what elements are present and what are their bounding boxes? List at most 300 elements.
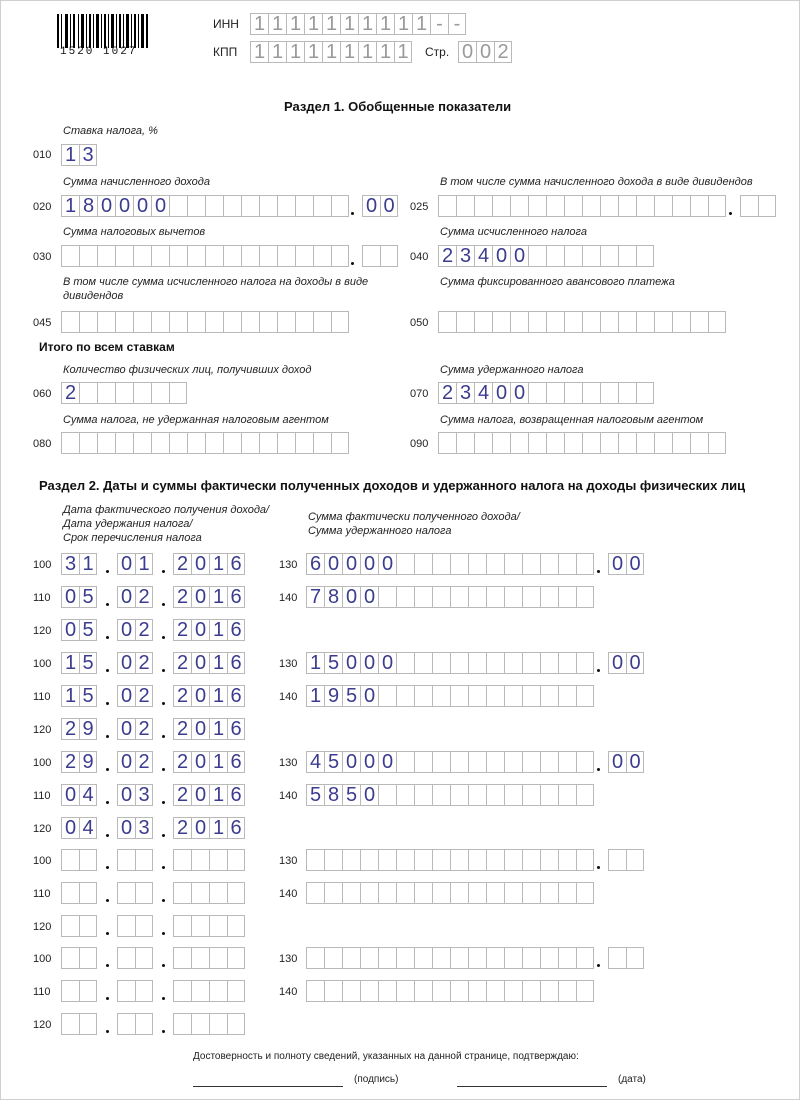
digit-cell[interactable]: 0 xyxy=(97,195,115,217)
digit-cell[interactable] xyxy=(306,882,324,904)
digit-cell[interactable]: 3 xyxy=(135,817,153,839)
digit-cell[interactable] xyxy=(564,382,582,404)
income-sum-field[interactable] xyxy=(306,553,594,575)
digit-cell[interactable] xyxy=(486,784,504,806)
digit-cell[interactable] xyxy=(295,311,313,333)
income-date-year[interactable] xyxy=(173,751,245,773)
digit-cell[interactable] xyxy=(608,849,626,871)
digit-cell[interactable] xyxy=(504,652,522,674)
digit-cell[interactable]: 1 xyxy=(61,195,79,217)
digit-cell[interactable] xyxy=(79,1013,97,1035)
digit-cell[interactable] xyxy=(486,586,504,608)
digit-cell[interactable] xyxy=(522,685,540,707)
transfer-date-year[interactable] xyxy=(173,1013,245,1035)
digit-cell[interactable] xyxy=(546,311,564,333)
digit-cell[interactable] xyxy=(474,195,492,217)
persons-field[interactable] xyxy=(61,382,187,404)
digit-cell[interactable] xyxy=(151,245,169,267)
digit-cell[interactable]: 2 xyxy=(173,784,191,806)
digit-cell[interactable] xyxy=(486,553,504,575)
digit-cell[interactable] xyxy=(360,849,378,871)
digit-cell[interactable] xyxy=(295,432,313,454)
income-date-month[interactable] xyxy=(117,849,153,871)
digit-cell[interactable] xyxy=(522,586,540,608)
digit-cell[interactable] xyxy=(618,311,636,333)
digit-cell[interactable] xyxy=(414,652,432,674)
digit-cell[interactable] xyxy=(450,784,468,806)
digit-cell[interactable]: 1 xyxy=(322,41,340,63)
digit-cell[interactable] xyxy=(564,432,582,454)
digit-cell[interactable] xyxy=(528,195,546,217)
digit-cell[interactable] xyxy=(79,980,97,1002)
digit-cell[interactable] xyxy=(79,245,97,267)
digit-cell[interactable] xyxy=(61,915,79,937)
withheld-sum-field[interactable] xyxy=(306,586,594,608)
digit-cell[interactable] xyxy=(504,784,522,806)
digit-cell[interactable] xyxy=(504,685,522,707)
digit-cell[interactable]: 1 xyxy=(61,685,79,707)
digit-cell[interactable] xyxy=(468,685,486,707)
digit-cell[interactable]: 0 xyxy=(510,382,528,404)
digit-cell[interactable]: 0 xyxy=(510,245,528,267)
withhold-date-month[interactable] xyxy=(117,980,153,1002)
digit-cell[interactable]: 0 xyxy=(360,553,378,575)
digit-cell[interactable] xyxy=(205,245,223,267)
digit-cell[interactable] xyxy=(450,849,468,871)
digit-cell[interactable] xyxy=(690,432,708,454)
digit-cell[interactable] xyxy=(117,947,135,969)
digit-cell[interactable] xyxy=(79,311,97,333)
digit-cell[interactable] xyxy=(173,915,191,937)
digit-cell[interactable] xyxy=(522,784,540,806)
digit-cell[interactable] xyxy=(396,652,414,674)
digit-cell[interactable] xyxy=(450,980,468,1002)
digit-cell[interactable] xyxy=(133,311,151,333)
digit-cell[interactable] xyxy=(708,311,726,333)
digit-cell[interactable]: 1 xyxy=(304,13,322,35)
digit-cell[interactable] xyxy=(486,652,504,674)
digit-cell[interactable] xyxy=(510,311,528,333)
income-sum-kop-field[interactable] xyxy=(608,751,644,773)
digit-cell[interactable] xyxy=(546,382,564,404)
transfer-date-month[interactable] xyxy=(117,619,153,641)
withhold-date-day[interactable] xyxy=(61,882,97,904)
income-date-month[interactable] xyxy=(117,947,153,969)
digit-cell[interactable] xyxy=(432,882,450,904)
digit-cell[interactable] xyxy=(306,849,324,871)
digit-cell[interactable] xyxy=(79,882,97,904)
digit-cell[interactable]: 0 xyxy=(115,195,133,217)
income-kop-field[interactable] xyxy=(362,195,398,217)
digit-cell[interactable] xyxy=(522,980,540,1002)
digit-cell[interactable] xyxy=(241,432,259,454)
digit-cell[interactable]: 0 xyxy=(151,195,169,217)
digit-cell[interactable] xyxy=(169,432,187,454)
digit-cell[interactable]: 0 xyxy=(191,817,209,839)
digit-cell[interactable]: 4 xyxy=(306,751,324,773)
digit-cell[interactable]: 2 xyxy=(135,586,153,608)
digit-cell[interactable] xyxy=(209,947,227,969)
digit-cell[interactable] xyxy=(672,432,690,454)
digit-cell[interactable]: 1 xyxy=(286,13,304,35)
digit-cell[interactable] xyxy=(79,947,97,969)
digit-cell[interactable]: 0 xyxy=(117,751,135,773)
income-sum-field[interactable] xyxy=(306,947,594,969)
digit-cell[interactable] xyxy=(187,245,205,267)
digit-cell[interactable] xyxy=(61,980,79,1002)
digit-cell[interactable] xyxy=(277,311,295,333)
digit-cell[interactable]: 1 xyxy=(250,41,268,63)
digit-cell[interactable] xyxy=(468,882,486,904)
digit-cell[interactable] xyxy=(378,882,396,904)
digit-cell[interactable] xyxy=(432,586,450,608)
digit-cell[interactable]: 8 xyxy=(79,195,97,217)
digit-cell[interactable]: 2 xyxy=(135,685,153,707)
digit-cell[interactable] xyxy=(173,980,191,1002)
digit-cell[interactable] xyxy=(115,382,133,404)
digit-cell[interactable]: 2 xyxy=(61,718,79,740)
transfer-date-month[interactable] xyxy=(117,718,153,740)
digit-cell[interactable] xyxy=(331,311,349,333)
digit-cell[interactable] xyxy=(486,947,504,969)
advance-field[interactable] xyxy=(438,311,726,333)
digit-cell[interactable]: 1 xyxy=(209,586,227,608)
digit-cell[interactable] xyxy=(708,195,726,217)
digit-cell[interactable]: 5 xyxy=(324,751,342,773)
digit-cell[interactable]: 9 xyxy=(79,751,97,773)
digit-cell[interactable]: - xyxy=(448,13,466,35)
digit-cell[interactable]: 1 xyxy=(306,685,324,707)
digit-cell[interactable]: 6 xyxy=(227,586,245,608)
withhold-date-day[interactable] xyxy=(61,784,97,806)
digit-cell[interactable]: 0 xyxy=(492,245,510,267)
returned-field[interactable] xyxy=(438,432,726,454)
digit-cell[interactable]: 0 xyxy=(476,41,494,63)
digit-cell[interactable] xyxy=(173,849,191,871)
digit-cell[interactable] xyxy=(546,432,564,454)
digit-cell[interactable] xyxy=(61,311,79,333)
digit-cell[interactable] xyxy=(414,751,432,773)
digit-cell[interactable] xyxy=(414,586,432,608)
digit-cell[interactable] xyxy=(414,685,432,707)
digit-cell[interactable] xyxy=(540,947,558,969)
digit-cell[interactable] xyxy=(600,311,618,333)
digit-cell[interactable] xyxy=(151,311,169,333)
withhold-date-month[interactable] xyxy=(117,784,153,806)
digit-cell[interactable] xyxy=(313,311,331,333)
digit-cell[interactable] xyxy=(486,980,504,1002)
digit-cell[interactable] xyxy=(636,382,654,404)
digit-cell[interactable] xyxy=(486,685,504,707)
deductions-kop-field[interactable] xyxy=(362,245,398,267)
digit-cell[interactable] xyxy=(324,980,342,1002)
digit-cell[interactable]: 9 xyxy=(79,718,97,740)
div-tax-field[interactable] xyxy=(61,311,349,333)
income-date-year[interactable] xyxy=(173,849,245,871)
digit-cell[interactable]: 5 xyxy=(324,652,342,674)
digit-cell[interactable] xyxy=(205,432,223,454)
digit-cell[interactable]: 0 xyxy=(117,718,135,740)
digit-cell[interactable] xyxy=(528,382,546,404)
digit-cell[interactable] xyxy=(504,980,522,1002)
digit-cell[interactable] xyxy=(313,195,331,217)
digit-cell[interactable] xyxy=(378,980,396,1002)
income-date-day[interactable] xyxy=(61,751,97,773)
digit-cell[interactable] xyxy=(558,882,576,904)
digit-cell[interactable] xyxy=(97,432,115,454)
digit-cell[interactable] xyxy=(522,652,540,674)
digit-cell[interactable] xyxy=(241,245,259,267)
digit-cell[interactable]: 0 xyxy=(342,751,360,773)
digit-cell[interactable] xyxy=(151,432,169,454)
digit-cell[interactable] xyxy=(61,849,79,871)
digit-cell[interactable]: 3 xyxy=(79,144,97,166)
digit-cell[interactable] xyxy=(227,947,245,969)
digit-cell[interactable] xyxy=(582,195,600,217)
digit-cell[interactable] xyxy=(468,652,486,674)
digit-cell[interactable]: 8 xyxy=(324,586,342,608)
income-date-month[interactable] xyxy=(117,553,153,575)
digit-cell[interactable] xyxy=(576,751,594,773)
transfer-date-month[interactable] xyxy=(117,915,153,937)
transfer-date-year[interactable] xyxy=(173,619,245,641)
digit-cell[interactable] xyxy=(117,915,135,937)
digit-cell[interactable] xyxy=(259,245,277,267)
income-date-day[interactable] xyxy=(61,652,97,674)
digit-cell[interactable] xyxy=(135,882,153,904)
withheld-sum-field[interactable] xyxy=(306,784,594,806)
digit-cell[interactable]: 4 xyxy=(79,817,97,839)
digit-cell[interactable] xyxy=(504,947,522,969)
digit-cell[interactable] xyxy=(187,195,205,217)
digit-cell[interactable] xyxy=(558,947,576,969)
digit-cell[interactable] xyxy=(504,882,522,904)
digit-cell[interactable] xyxy=(223,311,241,333)
digit-cell[interactable] xyxy=(342,849,360,871)
digit-cell[interactable]: 3 xyxy=(61,553,79,575)
digit-cell[interactable] xyxy=(313,245,331,267)
digit-cell[interactable] xyxy=(169,382,187,404)
digit-cell[interactable]: 0 xyxy=(360,586,378,608)
digit-cell[interactable]: 0 xyxy=(626,652,644,674)
income-sum-field[interactable] xyxy=(306,652,594,674)
digit-cell[interactable]: 7 xyxy=(306,586,324,608)
digit-cell[interactable] xyxy=(133,382,151,404)
digit-cell[interactable] xyxy=(456,432,474,454)
digit-cell[interactable]: 6 xyxy=(227,718,245,740)
digit-cell[interactable] xyxy=(672,195,690,217)
digit-cell[interactable] xyxy=(209,980,227,1002)
digit-cell[interactable] xyxy=(492,311,510,333)
digit-cell[interactable]: 1 xyxy=(340,13,358,35)
digit-cell[interactable]: 2 xyxy=(173,685,191,707)
digit-cell[interactable] xyxy=(396,980,414,1002)
digit-cell[interactable] xyxy=(558,685,576,707)
digit-cell[interactable] xyxy=(227,915,245,937)
withhold-date-day[interactable] xyxy=(61,980,97,1002)
digit-cell[interactable] xyxy=(690,311,708,333)
digit-cell[interactable]: 0 xyxy=(61,586,79,608)
digit-cell[interactable] xyxy=(133,245,151,267)
digit-cell[interactable]: 4 xyxy=(79,784,97,806)
digit-cell[interactable]: 0 xyxy=(117,553,135,575)
digit-cell[interactable]: 2 xyxy=(173,718,191,740)
digit-cell[interactable] xyxy=(331,432,349,454)
digit-cell[interactable] xyxy=(540,882,558,904)
digit-cell[interactable] xyxy=(450,586,468,608)
digit-cell[interactable] xyxy=(259,195,277,217)
digit-cell[interactable] xyxy=(618,245,636,267)
digit-cell[interactable]: 1 xyxy=(209,553,227,575)
digit-cell[interactable]: 0 xyxy=(191,685,209,707)
transfer-date-year[interactable] xyxy=(173,817,245,839)
digit-cell[interactable] xyxy=(191,1013,209,1035)
digit-cell[interactable] xyxy=(468,784,486,806)
digit-cell[interactable]: 0 xyxy=(117,619,135,641)
digit-cell[interactable]: 2 xyxy=(173,586,191,608)
digit-cell[interactable]: 0 xyxy=(626,751,644,773)
digit-cell[interactable] xyxy=(342,947,360,969)
transfer-date-day[interactable] xyxy=(61,619,97,641)
income-sum-field[interactable] xyxy=(306,751,594,773)
digit-cell[interactable] xyxy=(414,947,432,969)
digit-cell[interactable] xyxy=(576,947,594,969)
digit-cell[interactable] xyxy=(438,311,456,333)
digit-cell[interactable]: 4 xyxy=(474,382,492,404)
digit-cell[interactable] xyxy=(324,849,342,871)
digit-cell[interactable] xyxy=(173,882,191,904)
digit-cell[interactable] xyxy=(636,432,654,454)
withheld-sum-field[interactable] xyxy=(306,882,594,904)
digit-cell[interactable]: 0 xyxy=(626,553,644,575)
withhold-date-day[interactable] xyxy=(61,685,97,707)
digit-cell[interactable] xyxy=(618,382,636,404)
digit-cell[interactable]: 0 xyxy=(61,817,79,839)
digit-cell[interactable] xyxy=(331,245,349,267)
digit-cell[interactable] xyxy=(654,311,672,333)
digit-cell[interactable] xyxy=(396,784,414,806)
digit-cell[interactable]: 5 xyxy=(79,652,97,674)
digit-cell[interactable] xyxy=(227,849,245,871)
transfer-date-year[interactable] xyxy=(173,718,245,740)
digit-cell[interactable] xyxy=(173,947,191,969)
digit-cell[interactable] xyxy=(432,784,450,806)
digit-cell[interactable]: 0 xyxy=(117,652,135,674)
digit-cell[interactable] xyxy=(259,432,277,454)
digit-cell[interactable]: 2 xyxy=(135,652,153,674)
digit-cell[interactable] xyxy=(331,195,349,217)
digit-cell[interactable]: 2 xyxy=(135,619,153,641)
digit-cell[interactable] xyxy=(540,685,558,707)
digit-cell[interactable] xyxy=(342,882,360,904)
digit-cell[interactable] xyxy=(564,311,582,333)
digit-cell[interactable] xyxy=(79,849,97,871)
digit-cell[interactable] xyxy=(450,947,468,969)
digit-cell[interactable] xyxy=(576,980,594,1002)
digit-cell[interactable] xyxy=(432,980,450,1002)
kpp-field[interactable] xyxy=(250,41,412,63)
digit-cell[interactable] xyxy=(227,1013,245,1035)
digit-cell[interactable] xyxy=(582,382,600,404)
digit-cell[interactable] xyxy=(378,685,396,707)
digit-cell[interactable]: 2 xyxy=(173,817,191,839)
digit-cell[interactable] xyxy=(342,980,360,1002)
digit-cell[interactable] xyxy=(758,195,776,217)
digit-cell[interactable] xyxy=(432,553,450,575)
digit-cell[interactable] xyxy=(576,652,594,674)
digit-cell[interactable] xyxy=(414,980,432,1002)
digit-cell[interactable]: 2 xyxy=(61,751,79,773)
digit-cell[interactable]: 1 xyxy=(135,553,153,575)
digit-cell[interactable] xyxy=(492,432,510,454)
digit-cell[interactable]: 0 xyxy=(362,195,380,217)
digit-cell[interactable]: 3 xyxy=(456,245,474,267)
digit-cell[interactable]: 4 xyxy=(474,245,492,267)
digit-cell[interactable] xyxy=(626,947,644,969)
digit-cell[interactable] xyxy=(97,382,115,404)
not-withheld-field[interactable] xyxy=(61,432,349,454)
withhold-date-day[interactable] xyxy=(61,586,97,608)
digit-cell[interactable] xyxy=(468,586,486,608)
digit-cell[interactable] xyxy=(378,947,396,969)
digit-cell[interactable] xyxy=(209,849,227,871)
digit-cell[interactable]: 0 xyxy=(378,553,396,575)
digit-cell[interactable] xyxy=(540,553,558,575)
digit-cell[interactable] xyxy=(504,586,522,608)
digit-cell[interactable] xyxy=(396,947,414,969)
digit-cell[interactable] xyxy=(277,432,295,454)
income-sum-kop-field[interactable] xyxy=(608,849,644,871)
digit-cell[interactable] xyxy=(277,195,295,217)
digit-cell[interactable] xyxy=(61,432,79,454)
digit-cell[interactable]: 0 xyxy=(117,685,135,707)
digit-cell[interactable] xyxy=(432,849,450,871)
digit-cell[interactable] xyxy=(636,311,654,333)
digit-cell[interactable]: 1 xyxy=(394,13,412,35)
digit-cell[interactable] xyxy=(191,882,209,904)
dividends-kop-field[interactable] xyxy=(740,195,776,217)
digit-cell[interactable] xyxy=(169,245,187,267)
transfer-date-day[interactable] xyxy=(61,817,97,839)
digit-cell[interactable]: 9 xyxy=(324,685,342,707)
digit-cell[interactable] xyxy=(205,195,223,217)
digit-cell[interactable] xyxy=(414,849,432,871)
digit-cell[interactable] xyxy=(79,382,97,404)
digit-cell[interactable] xyxy=(378,586,396,608)
digit-cell[interactable] xyxy=(396,586,414,608)
digit-cell[interactable]: 5 xyxy=(306,784,324,806)
digit-cell[interactable] xyxy=(450,685,468,707)
digit-cell[interactable]: 0 xyxy=(117,817,135,839)
digit-cell[interactable] xyxy=(97,245,115,267)
digit-cell[interactable]: 0 xyxy=(133,195,151,217)
digit-cell[interactable] xyxy=(135,980,153,1002)
digit-cell[interactable] xyxy=(600,245,618,267)
digit-cell[interactable] xyxy=(618,195,636,217)
digit-cell[interactable] xyxy=(115,311,133,333)
digit-cell[interactable] xyxy=(173,1013,191,1035)
digit-cell[interactable]: 1 xyxy=(61,652,79,674)
digit-cell[interactable]: 0 xyxy=(492,382,510,404)
income-sum-kop-field[interactable] xyxy=(608,652,644,674)
digit-cell[interactable] xyxy=(115,245,133,267)
digit-cell[interactable] xyxy=(576,849,594,871)
digit-cell[interactable] xyxy=(600,382,618,404)
digit-cell[interactable]: 6 xyxy=(227,751,245,773)
digit-cell[interactable]: 3 xyxy=(135,784,153,806)
digit-cell[interactable] xyxy=(618,432,636,454)
digit-cell[interactable] xyxy=(191,947,209,969)
